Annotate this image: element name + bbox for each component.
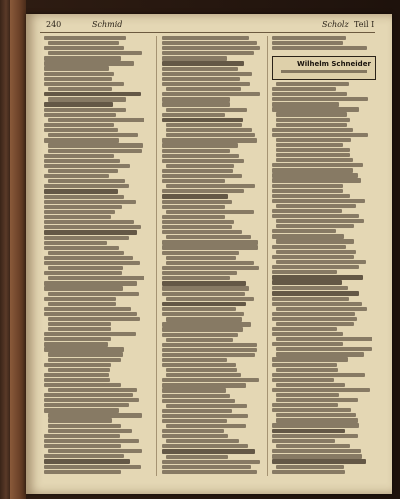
entry-line [44, 271, 122, 275]
entry-line [44, 312, 137, 316]
entry-line [276, 204, 356, 208]
entry-line [48, 317, 140, 321]
entry-line [44, 465, 141, 469]
entry-line [48, 368, 110, 372]
entry-line [44, 307, 131, 311]
entry-line [276, 118, 350, 122]
entry-line [272, 388, 370, 392]
entry-line [162, 159, 244, 163]
entry-line [272, 214, 359, 218]
entry-line [272, 429, 345, 434]
entry-line [44, 363, 111, 367]
column-divider [156, 36, 157, 476]
entry-line [44, 82, 124, 86]
entry-line [44, 46, 124, 50]
entry-line [44, 470, 121, 474]
entry-line [272, 327, 337, 331]
entry-line [48, 449, 142, 453]
entry-line [162, 189, 244, 193]
entry-line [162, 414, 248, 418]
entry-line [272, 332, 343, 336]
entry-line [272, 363, 337, 367]
entry-line [44, 102, 113, 107]
entry-line [48, 41, 119, 45]
entry-line [272, 173, 358, 177]
entry-line [272, 189, 343, 193]
entry-line [162, 449, 255, 454]
entry-line [162, 286, 249, 290]
page-header [32, 18, 388, 32]
entry-line [276, 219, 364, 223]
entry-line [44, 61, 134, 65]
entry-line [162, 307, 236, 311]
entry-line [48, 87, 112, 91]
entry-line [48, 322, 111, 326]
entry-line [166, 128, 252, 132]
entry-line [276, 143, 343, 147]
entry-line [44, 128, 118, 132]
entry-line [272, 168, 353, 172]
entry-line [166, 455, 228, 459]
left-catchword: Schmid [92, 20, 123, 29]
section-tag: Teil I [354, 20, 375, 29]
entry-line [162, 312, 244, 316]
entry-line [276, 398, 358, 402]
entry-line [162, 200, 232, 204]
entry-line [272, 378, 334, 382]
entry-line [166, 439, 239, 443]
entry-line [276, 418, 358, 422]
entry-line [162, 470, 257, 474]
entry-line [44, 164, 130, 168]
entry-line [44, 444, 121, 448]
entry-line [44, 184, 129, 188]
entry-line [162, 343, 257, 347]
entry-line [44, 66, 109, 70]
entry-line [162, 271, 237, 275]
right-catchword: Scholz [322, 20, 349, 29]
entry-line [44, 159, 120, 163]
entry-line [44, 77, 112, 81]
entry-line [44, 373, 109, 377]
entry-line [276, 250, 356, 254]
entry-line [44, 241, 107, 245]
entry-line [272, 265, 359, 269]
advertisement-text [281, 70, 367, 73]
entry-line [162, 465, 251, 469]
entry-line [162, 56, 227, 60]
entry-line [272, 275, 363, 280]
entry-line [44, 297, 116, 301]
entry-line [272, 434, 358, 438]
entry-line [272, 286, 348, 290]
entry-line [44, 189, 118, 194]
entry-line [276, 368, 338, 372]
entry-line [276, 82, 349, 86]
entry-line [162, 230, 242, 234]
entry-line [166, 404, 247, 408]
entry-line [162, 36, 249, 40]
entry-line [166, 373, 241, 377]
entry-line [272, 209, 342, 213]
column-left [44, 36, 144, 476]
entry-line [162, 215, 225, 219]
entry-line [272, 470, 345, 474]
entry-line [162, 154, 239, 158]
entry-line [276, 123, 347, 127]
entry-line [276, 322, 354, 326]
entry-line [162, 72, 252, 76]
entry-line [162, 179, 225, 183]
advertisement-box [272, 56, 376, 80]
entry-line [44, 383, 121, 387]
entry-line [162, 399, 235, 403]
entry-line [272, 46, 367, 50]
entry-line [44, 347, 124, 351]
entry-line [276, 138, 351, 142]
entry-line [276, 260, 366, 264]
entry-line [166, 133, 255, 137]
entry-line [272, 403, 338, 407]
entry-line [166, 123, 242, 127]
entry-line [44, 138, 119, 142]
entry-line [272, 280, 342, 285]
entry-line [272, 357, 348, 361]
entry-line [272, 199, 365, 203]
entry-line [276, 393, 339, 397]
entry-line [166, 87, 241, 91]
entry-line [162, 169, 233, 173]
entry-line [272, 41, 343, 45]
entry-line [166, 297, 254, 301]
entry-line [48, 251, 124, 255]
entry-line [162, 292, 245, 296]
entry-line [272, 270, 337, 274]
entry-line [166, 256, 236, 260]
entry-line [162, 251, 239, 255]
entry-line [48, 51, 142, 55]
entry-line [162, 67, 238, 71]
entry-line [162, 394, 230, 398]
entry-line [276, 153, 350, 157]
entry-line [166, 210, 254, 214]
entry-line [166, 235, 251, 239]
entry-line [44, 337, 111, 341]
entry-line [162, 266, 259, 270]
entry-line [162, 149, 230, 153]
entry-line [162, 353, 255, 357]
entry-line [44, 72, 114, 76]
entry-line [166, 184, 255, 188]
entry-line [272, 302, 362, 306]
entry-line [44, 261, 140, 265]
entry-line [162, 240, 258, 244]
entry-line [162, 102, 230, 106]
entry-line [272, 102, 339, 106]
entry-line [272, 423, 359, 427]
entry-line [162, 378, 259, 382]
entry-line [44, 378, 110, 382]
entry-line [48, 413, 142, 417]
entry-line [44, 236, 129, 240]
entry-line [162, 205, 225, 209]
entry-line [272, 133, 368, 137]
entry-line [272, 97, 368, 101]
entry-line [44, 398, 139, 402]
entry-line [162, 77, 240, 81]
entry-line [162, 460, 260, 464]
entry-line [44, 434, 120, 438]
entry-line [48, 424, 121, 428]
entry-line [166, 261, 254, 265]
entry-line [272, 194, 350, 198]
entry-line [162, 46, 260, 50]
entry-line [272, 92, 347, 96]
entry-line [272, 297, 349, 301]
entry-line [162, 388, 226, 392]
entry-line [44, 439, 139, 443]
entry-line [162, 113, 225, 117]
entry-line [162, 363, 236, 367]
entry-line [44, 393, 133, 397]
entry-line [162, 383, 246, 387]
entry-line [162, 409, 232, 413]
entry-line [272, 373, 365, 377]
entry-line [48, 266, 123, 270]
entry-line [44, 342, 108, 346]
advertisement-title: Wilhelm Schneider [297, 60, 371, 68]
entry-line [44, 454, 124, 458]
entry-line [48, 327, 111, 331]
entry-line [276, 352, 364, 356]
entry-line [162, 194, 228, 199]
column-middle [162, 36, 262, 476]
entry-line [272, 408, 351, 412]
entry-line [48, 418, 112, 422]
entry-line [166, 317, 242, 321]
entry-line [272, 234, 344, 238]
entry-line [276, 148, 350, 152]
entry-line [44, 123, 114, 127]
entry-line [272, 291, 359, 296]
entry-line [162, 419, 227, 423]
entry-line [162, 358, 227, 362]
entry-line [162, 118, 243, 123]
entry-line [166, 338, 233, 342]
entry-line [272, 454, 362, 458]
entry-line [162, 220, 234, 224]
entry-line [48, 352, 123, 356]
entry-line [48, 97, 126, 101]
entry-line [276, 444, 350, 448]
entry-line [272, 245, 346, 249]
entry-line [44, 246, 119, 250]
entry-line [162, 333, 238, 337]
column-divider [267, 36, 268, 476]
entry-line [44, 215, 111, 219]
entry-line [48, 388, 137, 392]
entry-line [44, 220, 134, 224]
entry-line [48, 302, 116, 306]
entry-line [276, 383, 345, 387]
entry-line [162, 174, 242, 178]
entry-line [44, 205, 122, 209]
entry-line [44, 154, 114, 158]
entry-line [162, 281, 246, 286]
entry-line [44, 256, 133, 260]
entry-line [162, 348, 257, 352]
entry-line [276, 337, 372, 341]
entry-line [48, 358, 121, 362]
entry-line [162, 322, 251, 326]
entry-line [272, 229, 336, 233]
entry-line [276, 307, 367, 311]
entry-line [272, 317, 357, 321]
entry-line [44, 174, 109, 178]
header-rule [40, 32, 375, 33]
entry-line [276, 465, 344, 469]
entry-line [44, 108, 126, 112]
entry-line [44, 36, 126, 40]
entry-line [272, 128, 353, 132]
entry-line [272, 439, 335, 443]
entry-line [48, 118, 144, 122]
entry-line [162, 429, 224, 433]
entry-line [166, 368, 237, 372]
entry-line [272, 459, 366, 464]
entry-line [44, 195, 124, 199]
entry-line [162, 327, 243, 331]
entry-line [48, 429, 132, 433]
entry-line [162, 61, 244, 66]
entry-line [272, 449, 361, 453]
entry-line [162, 82, 250, 86]
entry-line [272, 107, 359, 111]
entry-line [272, 255, 354, 259]
entry-line [48, 149, 142, 153]
entry-line [166, 108, 247, 112]
entry-line [276, 112, 347, 116]
entry-line [44, 225, 141, 229]
entry-line [162, 245, 258, 249]
entry-line [276, 239, 354, 243]
entry-line [272, 312, 355, 316]
entry-line [44, 200, 136, 204]
entry-line [272, 184, 343, 188]
entry-line [276, 413, 356, 417]
entry-line [272, 163, 363, 167]
entry-line [162, 302, 246, 307]
entry-line [48, 169, 118, 173]
entry-line [276, 158, 353, 162]
entry-line [44, 113, 116, 117]
page-number: 240 [46, 20, 62, 29]
entry-line [162, 143, 238, 147]
entry-line [44, 332, 136, 336]
entry-line [166, 164, 234, 168]
entry-line [162, 225, 232, 229]
entry-line [48, 292, 139, 296]
entry-line [162, 276, 230, 280]
entry-line [272, 178, 361, 182]
entry-line [272, 342, 343, 346]
entry-line [48, 179, 125, 183]
entry-line [162, 434, 228, 438]
entry-line [48, 143, 143, 147]
entry-line [48, 276, 144, 280]
entry-line [272, 87, 336, 91]
entry-line [44, 408, 119, 412]
entry-line [162, 138, 257, 142]
book-spine [10, 0, 26, 499]
entry-line [44, 230, 137, 235]
entry-line [44, 459, 130, 464]
column-right-top [272, 36, 372, 56]
entry-line [44, 281, 137, 285]
entry-line [44, 403, 129, 407]
entry-line [276, 347, 372, 351]
entry-line [162, 92, 260, 96]
entry-line [48, 133, 138, 137]
entry-line [44, 210, 115, 214]
entry-line [272, 36, 346, 40]
entry-line [44, 56, 121, 60]
entry-line [162, 41, 257, 45]
column-right [272, 82, 372, 476]
entry-line [44, 92, 141, 97]
entry-line [44, 286, 123, 290]
entry-line [162, 97, 230, 101]
entry-line [162, 444, 248, 448]
entry-line [166, 424, 246, 428]
entry-line [276, 224, 354, 228]
entry-line [162, 51, 254, 55]
